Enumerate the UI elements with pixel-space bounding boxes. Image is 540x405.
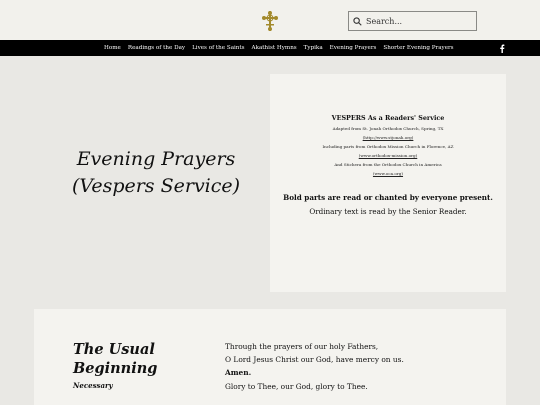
orthodox-mission-link[interactable]: (www.orthodox-mission.org) (358, 153, 418, 158)
page-title-line-1: Evening Prayers (76, 148, 236, 170)
bold-instruction: Bold parts are read or chanted by everyone present. (283, 193, 493, 202)
section-subtitle: Necessary (73, 381, 113, 390)
nav-item-akathist-hymns[interactable]: Akathist Hymns (251, 45, 297, 51)
plain-instruction: Ordinary text is read by the Senior Reader. (309, 207, 467, 216)
oca-link[interactable]: (www.oca.org) (372, 171, 404, 176)
page-title-line-2: (Vespers Service) (71, 175, 241, 197)
card-source-line: Including parts from Orthodox Mission Church in Florence, AZ (322, 144, 454, 149)
card-title: VESPERS As a Readers' Service (331, 114, 445, 122)
card-source-line: Adapted from St. Jonah Orthodox Church, Spring, TX (332, 126, 444, 131)
nav-item-typika[interactable]: Typika (303, 45, 323, 51)
prayer-line: O Lord Jesus Christ our God, have mercy on us. (225, 355, 404, 364)
main-nav (0, 40, 540, 56)
search-input[interactable] (366, 17, 466, 26)
prayer-line: Glory to Thee, our God, glory to Thee. (225, 382, 368, 391)
service-info-card (270, 74, 506, 292)
section-title-line-2: Beginning (73, 360, 158, 377)
search-icon[interactable] (353, 17, 362, 26)
page-title (56, 146, 256, 200)
section-title (73, 340, 157, 378)
usual-beginning-section (34, 309, 506, 405)
stjonah-link[interactable]: (http://www.stjonah.org) (362, 135, 414, 140)
prayer-line: Through the prayers of our holy Fathers, (225, 342, 379, 351)
cross-logo-icon[interactable] (262, 11, 278, 31)
search-box[interactable] (348, 11, 477, 31)
site-header (0, 0, 540, 40)
prayer-line-amen: Amen. (225, 368, 252, 377)
nav-item-lives-of-saints[interactable]: Lives of the Saints (192, 45, 245, 51)
nav-item-shorter-evening-prayers[interactable]: Shorter Evening Prayers (383, 45, 454, 51)
section-title-line-1: The Usual (73, 341, 155, 358)
nav-item-readings[interactable]: Readings of the Day (127, 45, 186, 51)
nav-item-evening-prayers[interactable]: Evening Prayers (329, 45, 377, 51)
card-source-line: And Stichera from the Orthodox Church in America (334, 162, 442, 167)
nav-item-home[interactable]: Home (104, 45, 121, 51)
facebook-icon[interactable] (499, 44, 505, 53)
